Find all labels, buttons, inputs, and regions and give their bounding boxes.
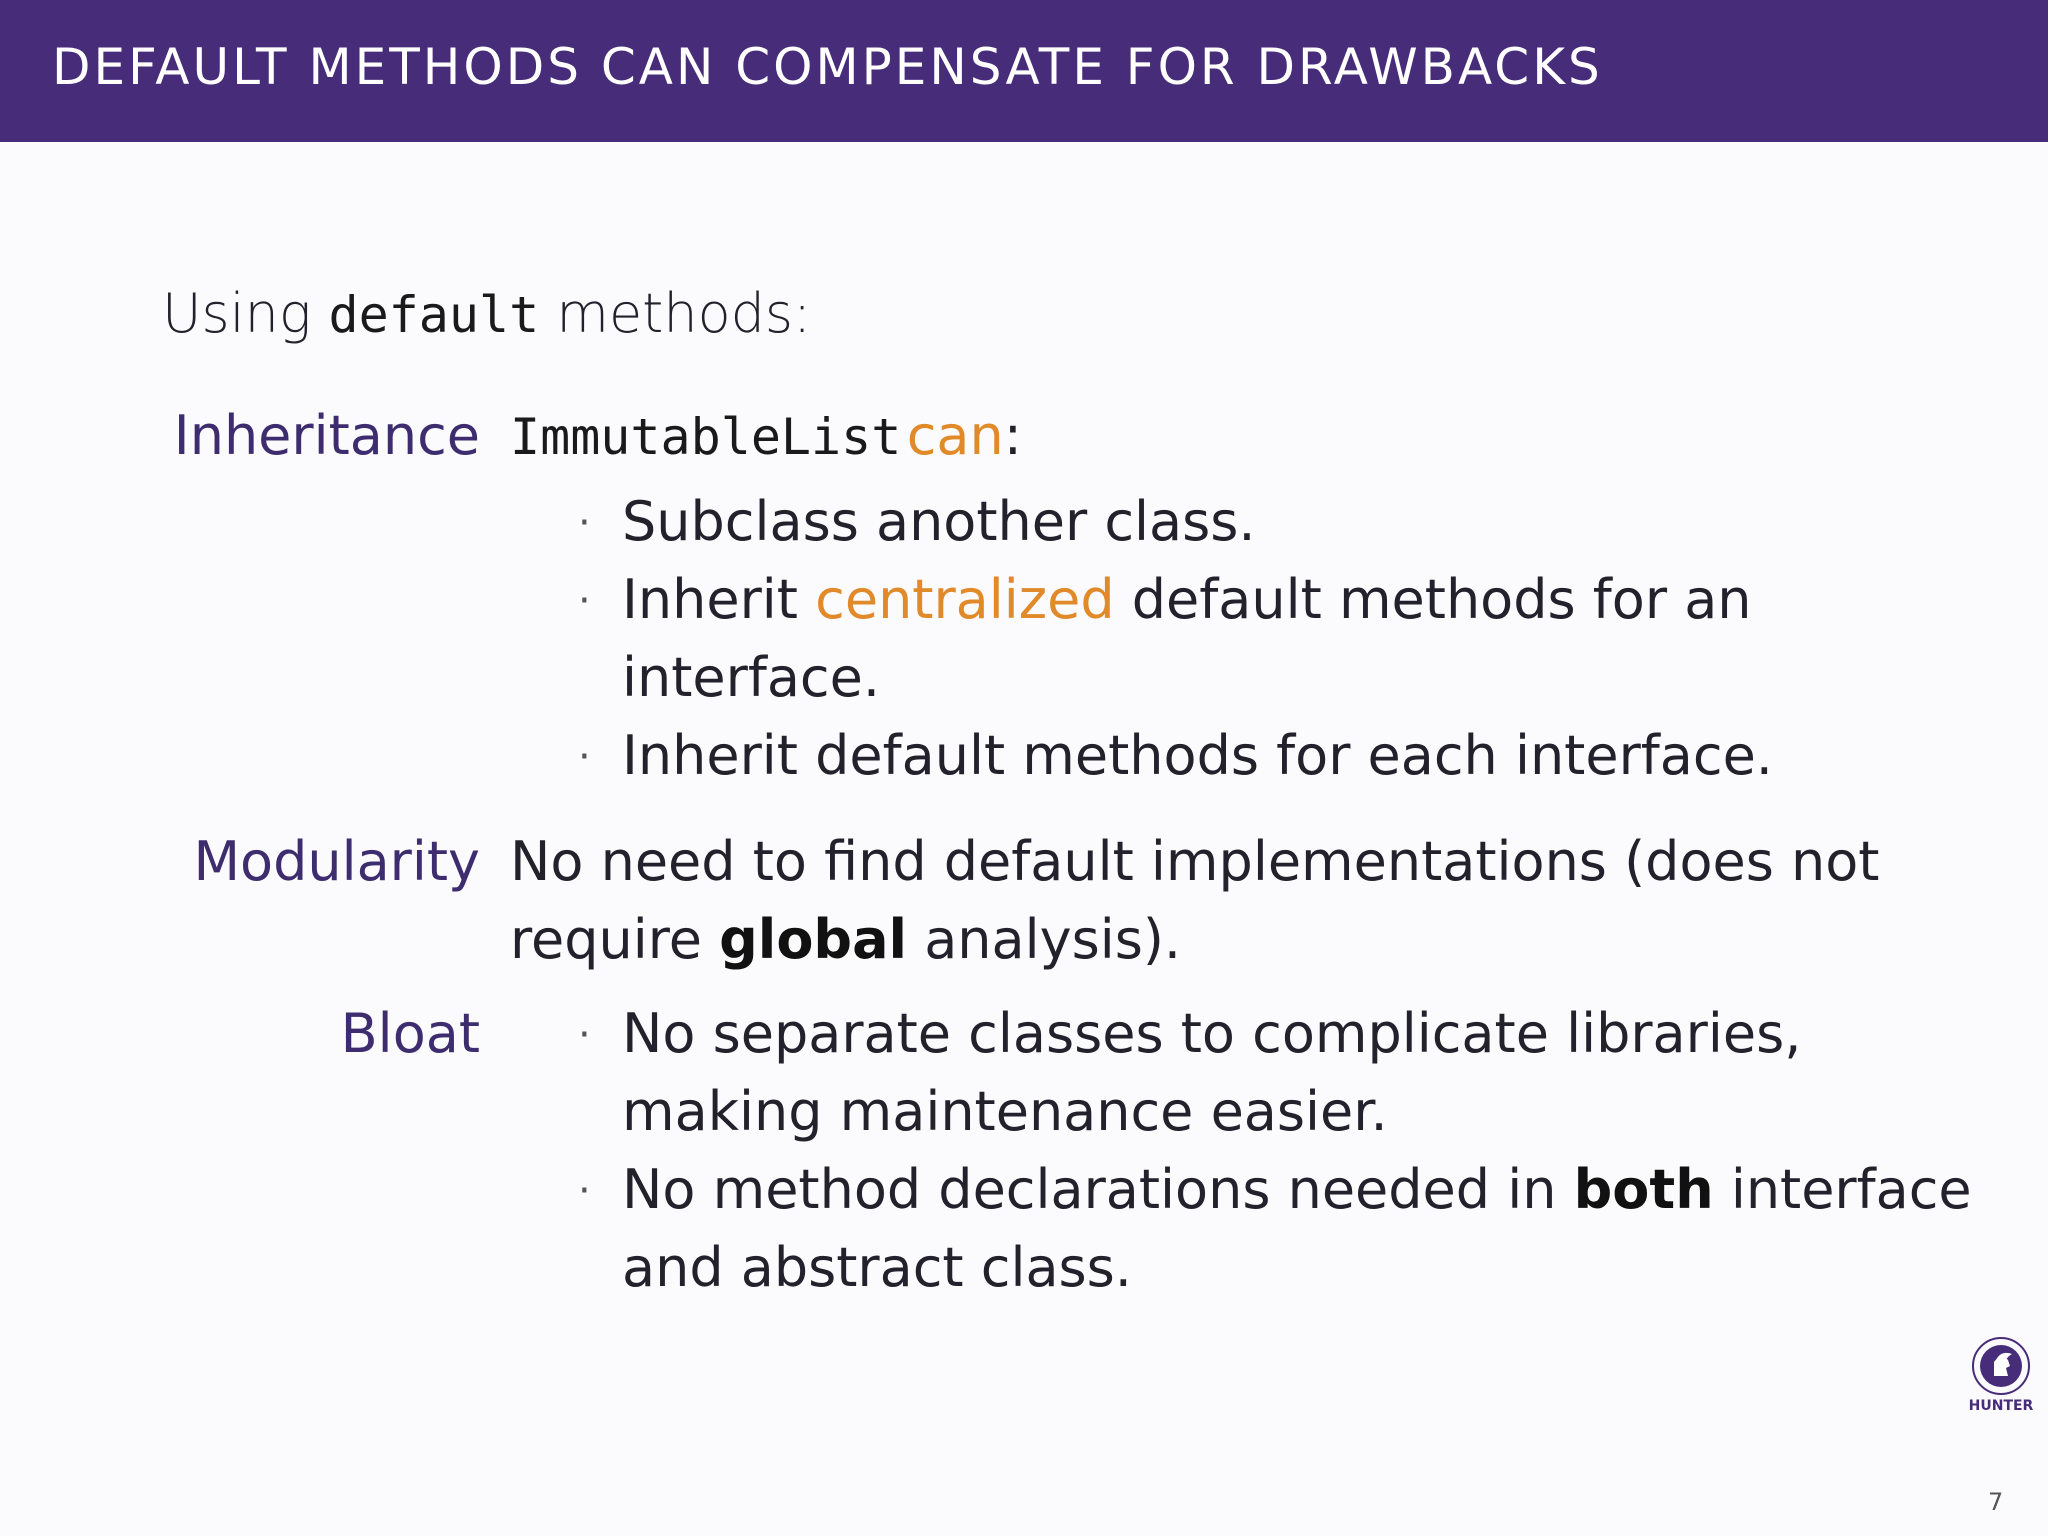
hunter-logo bbox=[1968, 1336, 2034, 1416]
inheritance-bullet-1: Subclass another class. bbox=[622, 490, 1256, 553]
intro-code: default bbox=[328, 286, 540, 344]
bullet-dot: · bbox=[578, 1168, 591, 1214]
modularity-line-2 bbox=[510, 908, 1181, 971]
inheritance-bullet-3: Inherit default methods for each interface. bbox=[622, 724, 1773, 787]
slide-title: DEFAULT METHODS CAN COMPENSATE FOR DRAWBACKS bbox=[52, 38, 1603, 96]
bloat-bullet-2-post: interface bbox=[1730, 1158, 1972, 1221]
inheritance-code: ImmutableList bbox=[510, 408, 902, 466]
page-number: 7 bbox=[1988, 1488, 2004, 1516]
inheritance-colon: : bbox=[1003, 404, 1022, 467]
modularity-line-2-pre: require bbox=[510, 908, 702, 971]
logo-wordmark: HUNTER bbox=[1968, 1398, 2034, 1414]
bloat-bullet-1-cont: making maintenance easier. bbox=[622, 1080, 1388, 1143]
inheritance-bullet-2-accent: centralized bbox=[815, 568, 1115, 631]
inheritance-bullet-2-post: default methods for an bbox=[1131, 568, 1752, 631]
intro-prefix: Using bbox=[162, 282, 312, 345]
label-modularity: Modularity bbox=[193, 830, 480, 893]
bullet-dot: · bbox=[578, 578, 591, 624]
inheritance-bullet-2 bbox=[622, 568, 1752, 631]
inheritance-can: can bbox=[906, 404, 1004, 467]
modularity-line-2-strong: global bbox=[719, 908, 908, 971]
label-inheritance: Inheritance bbox=[173, 404, 480, 467]
bloat-bullet-2-strong: both bbox=[1573, 1158, 1714, 1221]
bloat-bullet-2-cont: and abstract class. bbox=[622, 1236, 1132, 1299]
bullet-dot: · bbox=[578, 734, 591, 780]
modularity-line-2-post: analysis). bbox=[924, 908, 1182, 971]
intro-suffix: methods: bbox=[556, 282, 812, 345]
bloat-bullet-2 bbox=[622, 1158, 1972, 1221]
bloat-bullet-2-pre: No method declarations needed in bbox=[622, 1158, 1557, 1221]
inheritance-heading bbox=[510, 404, 1022, 467]
bullet-dot: · bbox=[578, 1012, 591, 1058]
modularity-line-1: No need to find default implementations (does not bbox=[510, 830, 1880, 893]
label-bloat: Bloat bbox=[340, 1002, 480, 1065]
inheritance-bullet-2-cont: interface. bbox=[622, 646, 881, 709]
bullet-dot: · bbox=[578, 500, 591, 546]
intro-line bbox=[162, 282, 811, 345]
title-bar bbox=[0, 0, 2048, 142]
inheritance-bullet-2-pre: Inherit bbox=[622, 568, 798, 631]
bloat-bullet-1: No separate classes to complicate libraries, bbox=[622, 1002, 1802, 1065]
